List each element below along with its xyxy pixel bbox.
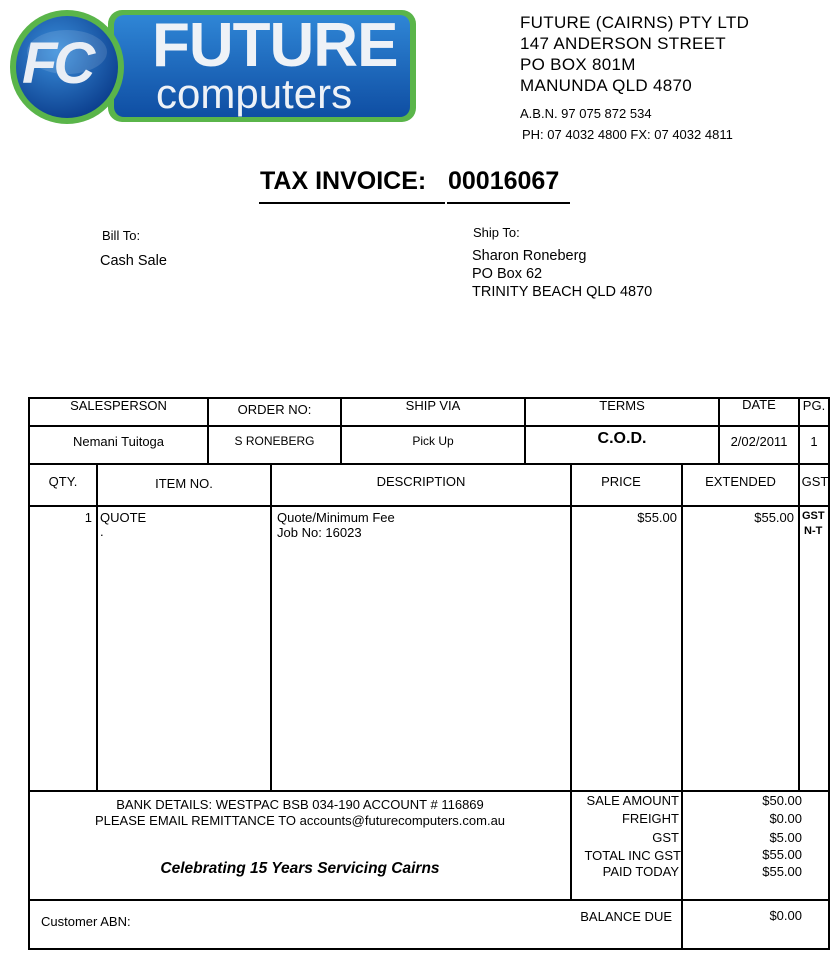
items-col-divider-1 <box>96 463 98 792</box>
company-pobox: PO BOX 801M <box>520 55 636 74</box>
balance-due-value: $0.00 <box>769 908 802 923</box>
ship-to-address <box>472 247 652 301</box>
balance-due-label: BALANCE DUE <box>580 909 672 924</box>
terms-label: TERMS <box>599 398 645 413</box>
columns-top-divider <box>28 463 830 465</box>
slogan: Celebrating 15 Years Servicing Cairns <box>160 860 440 877</box>
ship-to-label: Ship To: <box>473 225 520 240</box>
line-price: $55.00 <box>637 510 677 525</box>
title-underline <box>259 202 445 204</box>
items-col-divider-2 <box>270 463 272 792</box>
ship-via-label: SHIP VIA <box>405 398 461 413</box>
ship-to-line1: PO Box 62 <box>472 266 543 282</box>
total-inc-gst-label: TOTAL INC GST <box>584 848 681 863</box>
company-abn: A.B.N. 97 075 872 534 <box>520 106 652 121</box>
items-col-divider-5 <box>798 463 800 792</box>
col-header-description: DESCRIPTION <box>376 474 466 489</box>
line-item-no-2: . <box>100 524 104 539</box>
invoice-title: TAX INVOICE: <box>260 167 427 195</box>
page-value: 1 <box>810 434 818 449</box>
company-address <box>520 12 749 96</box>
bill-to-value: Cash Sale <box>100 253 167 269</box>
company-logo <box>8 8 418 126</box>
company-name: FUTURE (CAIRNS) PTY LTD <box>520 13 750 32</box>
date-label: DATE <box>742 397 776 412</box>
columns-header-divider <box>28 505 830 507</box>
ship-to-line2: TRINITY BEACH QLD 4870 <box>472 284 653 300</box>
invoice-number: 00016067 <box>448 167 560 195</box>
logo-word-future: FUTURE <box>152 11 398 80</box>
col-header-qty: QTY. <box>48 474 78 489</box>
line-gst-2: N-T <box>804 525 823 537</box>
page-label: PG. <box>802 398 826 413</box>
header-row-divider <box>28 425 830 427</box>
freight-label: FREIGHT <box>621 811 679 826</box>
bank-details: BANK DETAILS: WESTPAC BSB 034-190 ACCOUNT # 116869 <box>116 797 484 812</box>
sale-amount-label: SALE AMOUNT <box>586 793 679 808</box>
company-city: MANUNDA QLD 4870 <box>520 76 693 95</box>
ship-via-value: Pick Up <box>412 434 454 448</box>
ship-to-name: Sharon Roneberg <box>472 248 587 264</box>
col-header-gst: GST <box>801 474 829 489</box>
line-qty: 1 <box>84 510 92 525</box>
col-header-extended: EXTENDED <box>705 474 776 489</box>
col-header-price: PRICE <box>601 474 641 489</box>
salesperson-label: SALESPERSON <box>70 398 167 413</box>
terms-value: C.O.D. <box>597 430 647 447</box>
company-phone: PH: 07 4032 4800 FX: 07 4032 4811 <box>522 127 733 142</box>
logo-initials: FC <box>22 31 92 96</box>
logo-word-computers: computers <box>156 70 353 117</box>
gst-label: GST <box>652 830 679 845</box>
customer-abn-label: Customer ABN: <box>41 914 131 929</box>
total-inc-gst-value: $55.00 <box>762 847 802 862</box>
table-border-bottom <box>28 948 830 950</box>
sale-amount-value: $50.00 <box>762 793 802 808</box>
company-street: 147 ANDERSON STREET <box>520 34 726 53</box>
footer-divider <box>28 790 830 792</box>
line-item-no: QUOTE <box>100 510 147 525</box>
order-no-value: S RONEBERG <box>234 434 315 448</box>
paid-today-value: $55.00 <box>762 864 802 879</box>
col-header-item: ITEM NO. <box>155 476 213 491</box>
salesperson-value: Nemani Tuitoga <box>72 434 165 449</box>
line-description-2: Job No: 16023 <box>277 525 362 540</box>
line-gst-1: GST <box>802 510 825 522</box>
gst-value: $5.00 <box>769 830 802 845</box>
paid-today-label: PAID TODAY <box>602 864 679 879</box>
line-extended: $55.00 <box>754 510 794 525</box>
bill-to-label: Bill To: <box>102 228 141 243</box>
order-no-label: ORDER NO: <box>237 402 312 417</box>
balance-divider <box>28 899 830 901</box>
date-value: 2/02/2011 <box>730 434 788 449</box>
remittance-email: PLEASE EMAIL REMITTANCE TO accounts@futurecomputers.com.au <box>94 813 506 828</box>
freight-value: $0.00 <box>769 811 802 826</box>
number-underline <box>447 202 570 204</box>
line-description-1: Quote/Minimum Fee <box>277 510 395 525</box>
